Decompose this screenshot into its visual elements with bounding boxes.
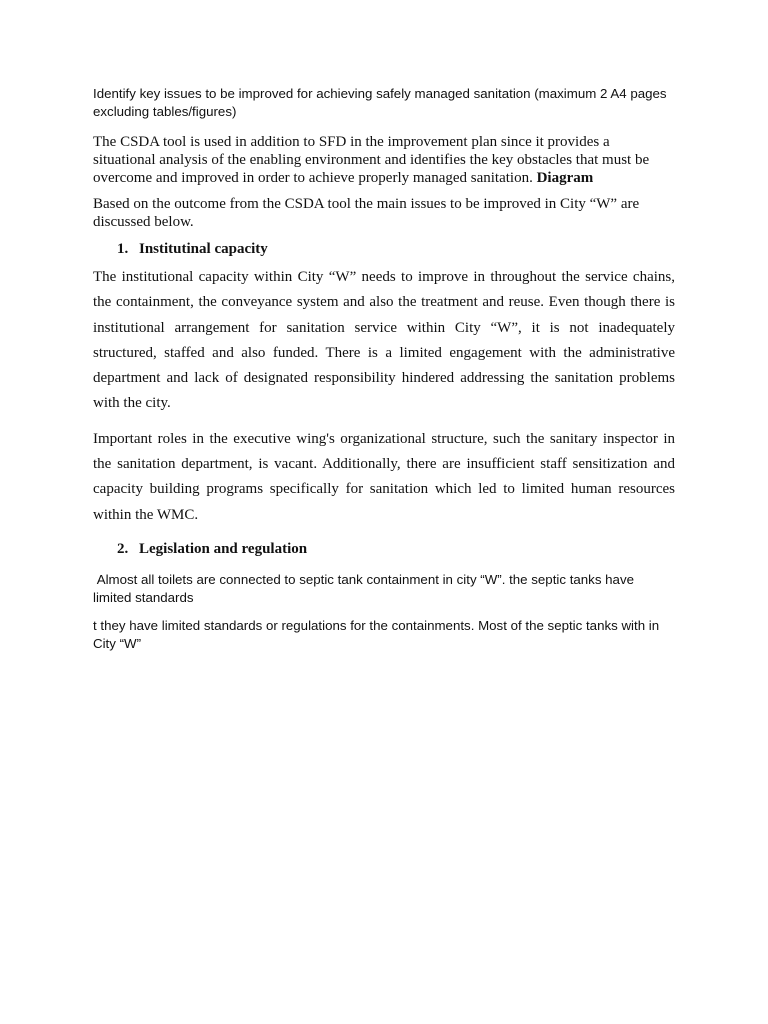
section-heading-institutional-capacity	[93, 239, 675, 259]
section-number: 1.	[117, 241, 129, 257]
institutional-capacity-paragraph-2: Important roles in the executive wing's organizational structure, such the sanitary inspector in the sanitation department, is vacant. Additionally, there are insufficient staff sensitization and capacity building programs specifically for sanitation which led to limited human resources within the WMC.	[93, 430, 675, 523]
outcome-paragraph: Based on the outcome from the CSDA tool the main issues to be improved in City “W” are discussed below.	[93, 196, 640, 230]
section-heading-legislation-regulation	[93, 539, 675, 559]
intro-paragraph-text: The CSDA tool is used in addition to SFD in the improvement plan since it provides a situational analysis of the enabling environment and identifies the key obstacles that must be overcome and improved in order to achieve properly managed sanitation.	[93, 134, 650, 186]
legislation-paragraph-2: t they have limited standards or regulations for the containments. Most of the septic tanks with in City “W”	[93, 617, 660, 651]
diagram-placeholder-label: Diagram	[536, 170, 594, 186]
legislation-paragraph-1: Almost all toilets are connected to septic tank containment in city “W”. the septic tanks have limited standards	[93, 571, 638, 605]
institutional-capacity-paragraph-1: The institutional capacity within City “W” needs to improve in throughout the service chains, the containment, the conveyance system and also the treatment and reuse. Even though there is institutional arrangement for sanitation service within City “W”, it is not inadequately structured, staffed and also funded. There is a limited engagement with the administrative department and lack of designated responsibility hindered addressing the sanitation problems with the city.	[93, 269, 675, 412]
assignment-question: Identify key issues to be improved for achieving safely managed sanitation (maximum 2 A4 pages excluding tables/figures)	[93, 86, 667, 119]
intro-paragraph	[93, 133, 675, 187]
section-number: 2.	[117, 540, 129, 557]
document-body	[93, 85, 675, 653]
section-title: Legislation and regulation	[139, 540, 308, 557]
section-title: Institutinal capacity	[139, 241, 268, 257]
